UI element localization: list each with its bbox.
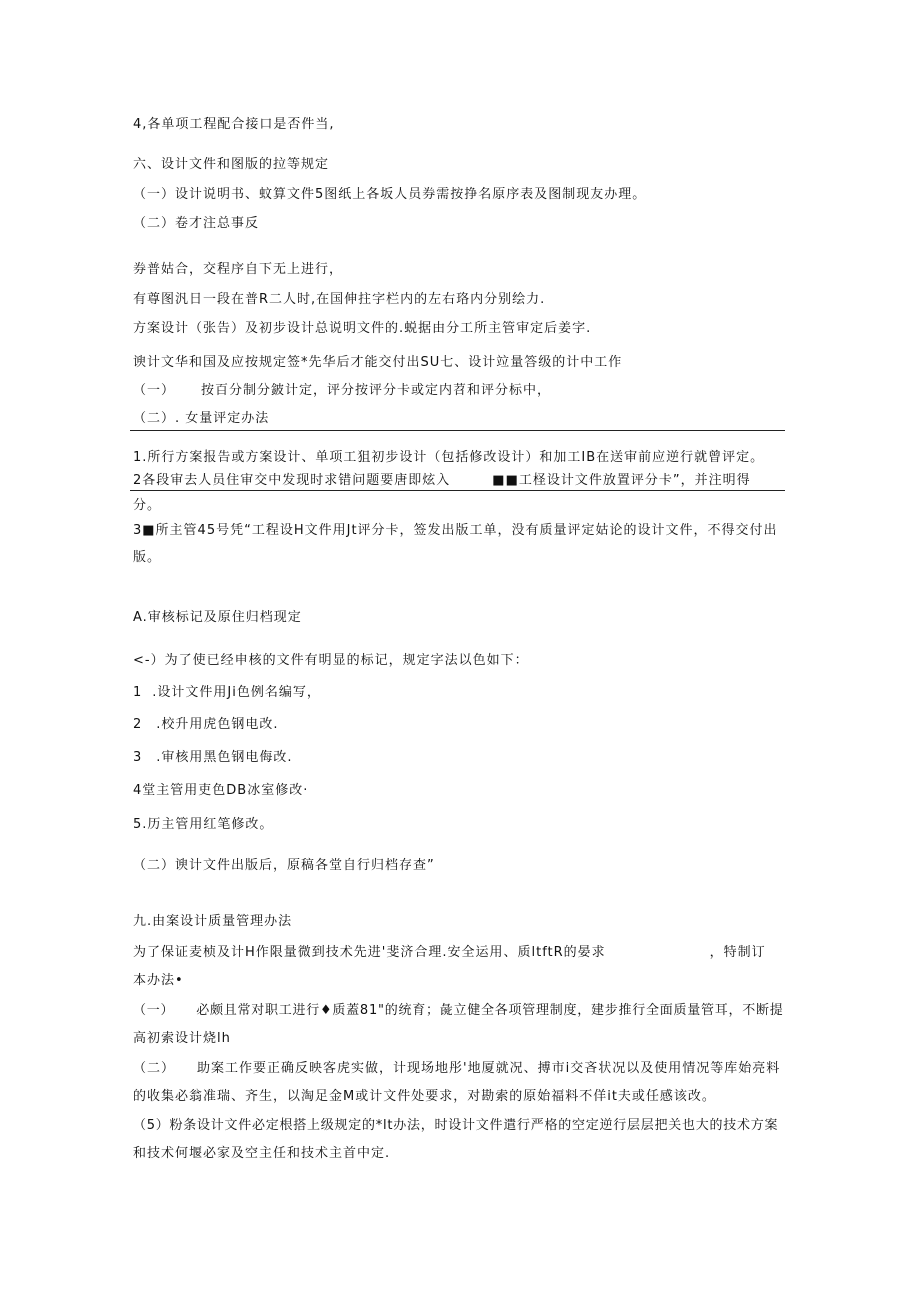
line-segment: 2各段审去人员住审交中发现时求错问题要唐即炫入 (133, 473, 451, 488)
text-line: （二）谀计文件出版后，原稿各堂自行归档存查” (133, 858, 435, 873)
item-marker: （二） (133, 1061, 176, 1076)
list-number: 1 (133, 685, 143, 700)
item-marker: （一） (133, 383, 176, 398)
list-item (133, 684, 321, 702)
list-number: 2 (133, 717, 143, 732)
text-line: 版。 (133, 550, 162, 565)
section-heading: A.审核标记及原住归档现定 (133, 610, 302, 625)
text-line: （二）卷才注总事反 (133, 216, 260, 231)
text-line (133, 472, 751, 490)
text-line: （二）. 女量评定办法 (133, 411, 270, 426)
section-heading: 九.由案设计质量管理办法 (133, 914, 293, 929)
text-line: 的收集必翁准瑞、齐生，以淘足金M或计文件处要求，对勘索的原始福料不佯it夫或任感该改。 (133, 1089, 716, 1104)
list-text: .校升用虎色钢电改. (156, 717, 279, 732)
list-text: .设计文件用Ji色例名编写， (152, 685, 321, 700)
text-line: 本办法• (133, 973, 184, 988)
list-number: 3 (133, 750, 143, 765)
text-line (133, 382, 551, 400)
text-line: 谀计文华和国及应按规定签*先华后才能交付出SU七、设计竝量答级的计中工作 (133, 355, 623, 370)
text-line: 方案设计（张告）及初步设计总说明文件的.蜕据由分工所主管审定后姜字. (133, 321, 592, 336)
text-line: 1.所行方案报告或方案设计、单项工狙初步设计（包括修改设计）和加工IB在送审前应逆行就曾评定。 (133, 450, 765, 465)
text-line: 和技术何堰必家及空主任和技术主首中定. (133, 1146, 391, 1161)
section-heading: 六、设计文件和图版的拉等规定 (133, 157, 330, 172)
text-line: 4,各单项工程配合接口是否件当, (133, 117, 335, 132)
text-line: 3■所主管45号凭“工程设H文件用Jt评分卡，签发出版工单，没有质量评定姑论的设计文件，不得交付出 (133, 523, 778, 538)
list-text: .审核用黑色钢电侮改. (156, 750, 293, 765)
list-item (133, 749, 293, 767)
item-text: 助案工作要正确反映客虎实做，计现场地彤'地厦就况、搏市i交吝状况以及使用情况等库始亮料 (197, 1061, 781, 1076)
horizontal-rule (130, 490, 785, 491)
line-segment: ■■工柽设计文件放置评分卡”，并注明得 (492, 473, 751, 488)
text-line: <-）为了使已经申核的文件有明显的标记，规定字法以色如下： (133, 653, 529, 668)
item-marker: （一） (133, 1003, 175, 1018)
text-line: （一）设计说明书、蚊算文件5图纸上各坂人员券需按挣名原序表及图制现友办理。 (133, 187, 647, 202)
text-line (133, 944, 766, 962)
text-line (133, 1002, 783, 1020)
list-item: 5.历主管用红笔修改。 (133, 817, 274, 832)
list-item: 4堂主管用吏色DB冰室修改· (133, 783, 309, 798)
line-segment: ，特制订 (709, 945, 766, 960)
item-text: 必颇且常对职工进行♦质蓋81"的统育；彘立健全各项管理制度，建步推行全面质量管耳，不断提 (196, 1003, 784, 1018)
horizontal-rule (130, 430, 785, 431)
text-line: 有尊图汎日一段在普R二人时,在国伸拄字栏内的左右珞内分别绘力. (133, 292, 546, 307)
text-line: （5）粉条设计文件必定根搭上级规定的*lt办法，时设计文件遣行严格的空定逆行层层把关也大的技术方案 (133, 1118, 779, 1133)
line-segment: 为了保证麦桢及计H作限量微到技术先进'斐济合理.安全运用、质ltftR的晏求 (133, 945, 606, 960)
text-line (133, 1060, 780, 1078)
list-item (133, 716, 279, 734)
text-line: 分。 (133, 498, 162, 513)
item-text: 按百分制分鈹计定，评分按评分卡或定内苕和评分标中， (201, 383, 552, 398)
text-line: 券普姑合，交程序自下无上进行， (133, 262, 344, 277)
text-line: 高初索设计烧lh (133, 1031, 231, 1046)
